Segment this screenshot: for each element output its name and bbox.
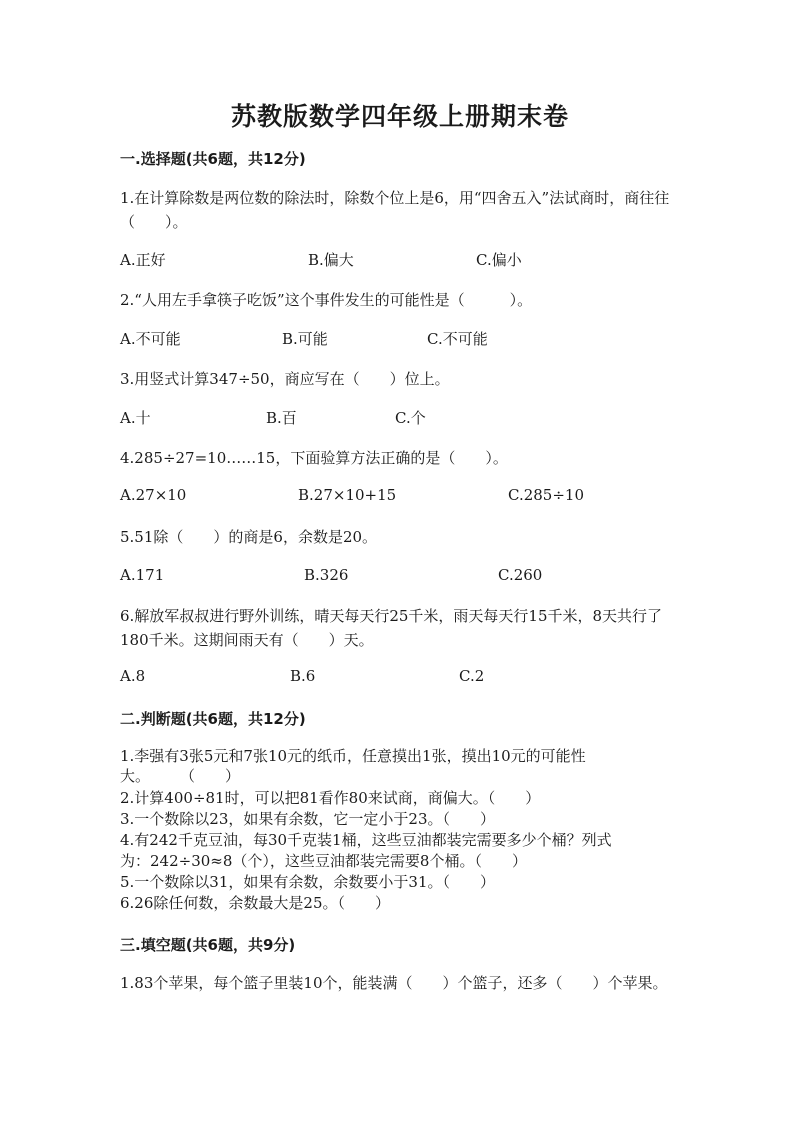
question-1-option-b: B.偏大: [308, 251, 354, 269]
fill-question-1-text: 1.83个苹果，每个篮子里装10个，能装满（ ）个篮子，还多（ ）个苹果。: [120, 974, 668, 992]
question-6-option-b: B.6: [290, 667, 316, 685]
judgement-line: 大。 （ ）: [120, 767, 241, 785]
question-4-option-a: A.27×10: [120, 486, 187, 504]
question-5-option-a: A.171: [120, 566, 165, 584]
question-3-option-b: B.百: [266, 409, 297, 427]
question-5-option-b: B.326: [304, 566, 349, 584]
question-3-option-c: C.个: [395, 409, 426, 427]
question-1-text: 1.在计算除数是两位数的除法时，除数个位上是6，用“四舍五入”法试商时，商往往（ ）。: [120, 189, 670, 231]
question-2-text: 2.“人用左手拿筷子吃饭”这个事件发生的可能性是（ ）。: [120, 291, 533, 309]
judgement-line: 4.有242千克豆油，每30千克装1桶，这些豆油都装完需要多少个桶？列式: [120, 831, 612, 849]
question-5-text: 5.51除（ ）的商是6，余数是20。: [120, 528, 378, 546]
question-4-text: 4.285÷27=10……15，下面验算方法正确的是（ ）。: [120, 449, 508, 467]
judgement-line: 3.一个数除以23，如果有余数，它一定小于23。（ ）: [120, 810, 495, 828]
question-3-text: 3.用竖式计算347÷50，商应写在（ ）位上。: [120, 370, 450, 388]
section-heading-fill-blank: 三.填空题(共6题，共9分): [120, 936, 296, 954]
question-2-option-a: A.不可能: [120, 330, 181, 348]
question-6-option-a: A.8: [120, 667, 146, 685]
question-3-option-a: A.十: [120, 409, 151, 427]
question-1-option-c: C.偏小: [476, 251, 522, 269]
question-2-option-c: C.不可能: [427, 330, 488, 348]
question-2-option-b: B.可能: [282, 330, 328, 348]
judgement-line: 为：242÷30≈8（个），这些豆油都装完需要8个桶。（ ）: [120, 852, 527, 870]
judgement-line: 6.26除任何数，余数最大是25。（ ）: [120, 894, 390, 912]
question-6-option-c: C.2: [459, 667, 485, 685]
question-4-option-c: C.285÷10: [508, 486, 584, 504]
question-4-option-b: B.27×10+15: [298, 486, 397, 504]
judgement-line: 2.计算400÷81时，可以把81看作80来试商，商偏大。（ ）: [120, 789, 541, 807]
page-title: 苏教版数学四年级上册期末卷: [230, 102, 569, 131]
question-6-text: 6.解放军叔叔进行野外训练，晴天每天行25千米，雨天每天行15千米，8天共行了180千米。这期间雨天有（ ）天。: [120, 607, 663, 649]
section-heading-judgement: 二.判断题(共6题，共12分): [120, 710, 306, 728]
question-5-option-c: C.260: [498, 566, 543, 584]
question-1-option-a: A.正好: [120, 251, 166, 269]
section-heading-choice: 一.选择题(共6题，共12分): [120, 150, 306, 168]
judgement-line: 5.一个数除以31，如果有余数，余数要小于31。（ ）: [120, 873, 495, 891]
judgement-line: 1.李强有3张5元和7张10元的纸币，任意摸出1张，摸出10元的可能性: [120, 747, 586, 765]
